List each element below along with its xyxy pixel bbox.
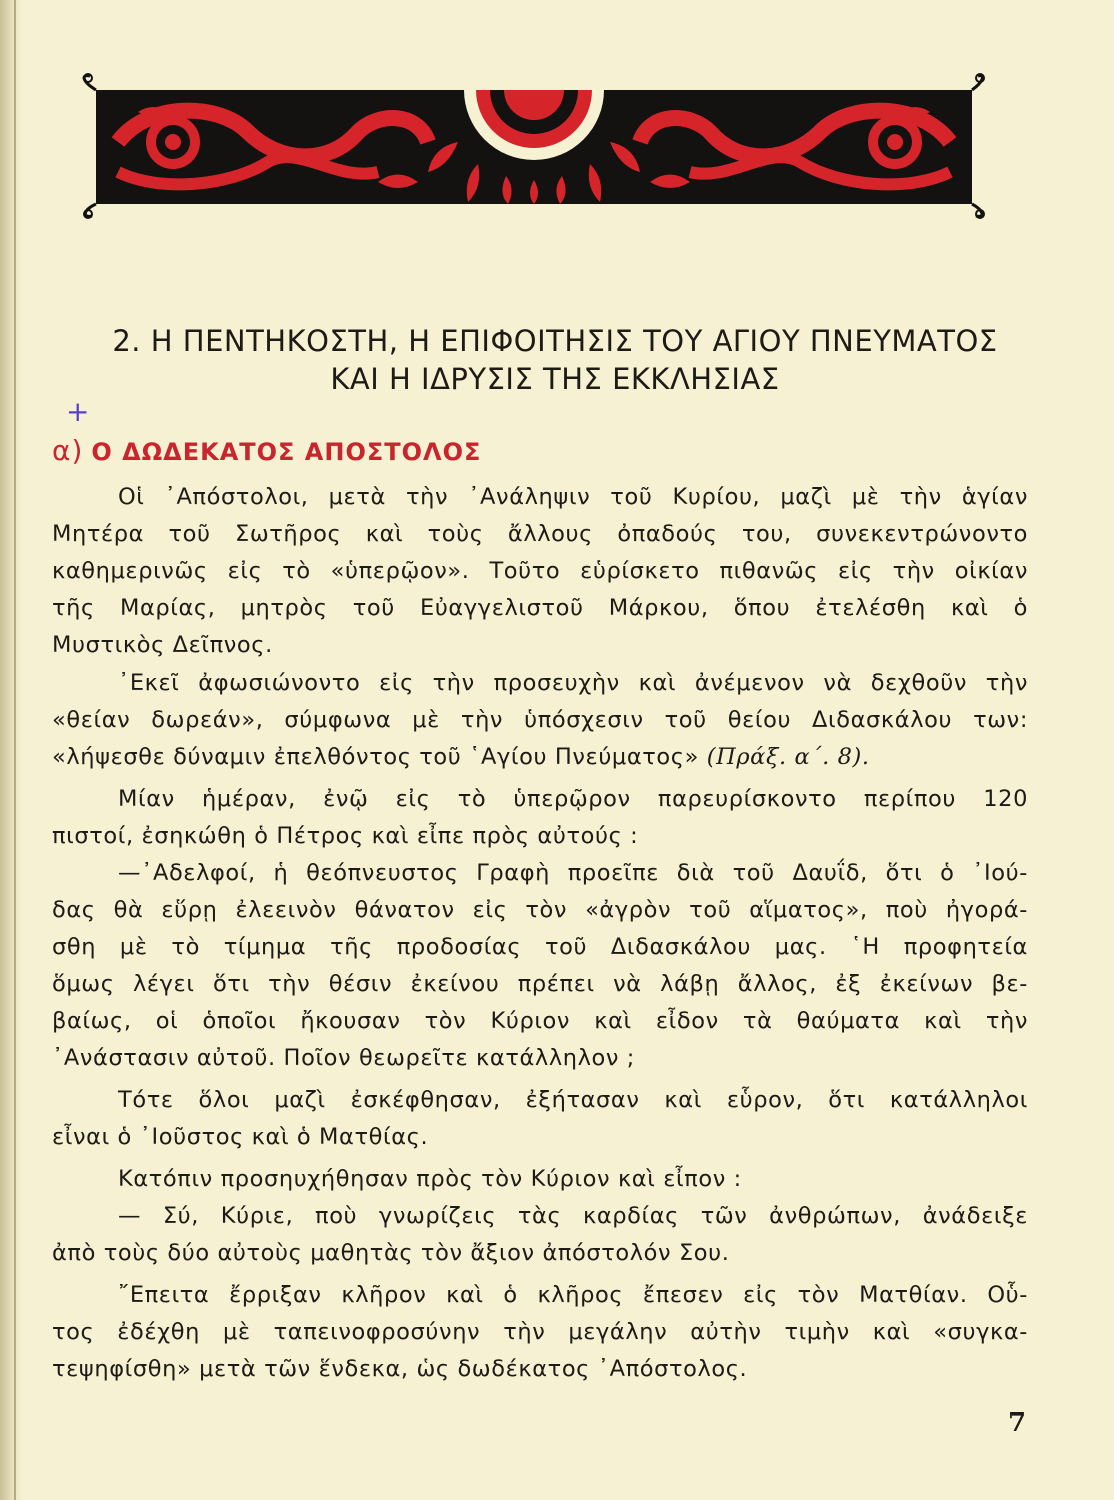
text-line: τῆς Μαρίας, μητρὸς τοῦ Εὐαγγελιστοῦ Μάρκου, ὅπου ἐτελέσθη καὶ ὁ [52,595,1028,621]
text-line: Οἱ ᾿Απόστολοι, μετὰ τὴν ᾿Ανάληψιν τοῦ Κυρίου, μαζὶ μὲ τὴν ἁγίαν [118,484,1028,510]
text-line: πιστοί, ἐσηκώθη ὁ Πέτρος καὶ εἶπε πρὸς αὐτούς : [52,823,639,849]
chapter-heading-line-2: ΚΑΙ Η ΙΔΡΥΣΙΣ ΤΗΣ ΕΚΚΛΗΣΙΑΣ [330,362,780,396]
text-line: ἀπὸ τοὺς δύο αὐτοὺς μαθητὰς τὸν ἄξιον ἀπόστολόν Σου. [52,1240,730,1266]
text-line: — Σύ, Κύριε, ποὺ γνωρίζεις τὰς καρδίας τῶν ἀνθρώπων, ἀνάδειξε [118,1203,1028,1229]
section-title [52,434,481,467]
page-number: 7 [1008,1408,1027,1438]
text-line: Μητέρα τοῦ Σωτῆρος καὶ τοὺς ἄλλους ὀπαδούς του, συνεκεντρώνοντο [52,521,1028,547]
chapter-heading-line-1: 2. Η ΠΕΝΤΗΚΟΣΤΗ, Η ΕΠΙΦΟΙΤΗΣΙΣ ΤΟΥ ΑΓΙΟΥ ΠΝΕΥΜΑΤΟΣ [112,324,998,358]
text-line: —᾿Αδελφοί, ἡ θεόπνευστος Γραφὴ προεῖπε διὰ τοῦ Δαυΐδ, ὅτι ὁ ᾿Ιού- [118,860,1028,886]
text-line: Μίαν ἡμέραν, ἐνῷ εἰς τὸ ὑπερῷρον παρευρίσκοντο περίπου 120 [118,786,1028,812]
text-line: τος ἐδέχθη μὲ ταπεινοφροσύνην τὴν μεγάλην αὐτὴν τιμὴν καὶ «συγκα- [52,1319,1028,1345]
ornamental-header-banner [78,72,990,222]
text-line: βαίως, οἱ ὁποῖοι ἤκουσαν τὸν Κύριον καὶ εἶδον τὰ θαύματα καὶ τὴν [52,1008,1028,1034]
section-label: α) [52,434,84,467]
scripture-reference: (Πράξ. α΄. 8). [706,744,870,770]
text-line: ᾿Εκεῖ ἀφωσιώνοντο εἰς τὴν προσευχὴν καὶ ἀνέμενον νὰ δεχθοῦν τὴν [118,670,1028,696]
text-line: «θείαν δωρεάν», σύμφωνα μὲ τὴν ὑπόσχεσιν τοῦ θείου Διδασκάλου των: [52,707,1028,733]
text-line: εἶναι ὁ ᾿Ιοῦστος καὶ ὁ Ματθίας. [52,1124,429,1150]
text-line: Τότε ὅλοι μαζὶ ἐσκέφθησαν, ἐξήτασαν καὶ εὗρον, ὅτι κατάλληλοι [118,1087,1028,1113]
quote-text: «λήψεσθε δύναμιν ἐπελθόντος τοῦ ῾Αγίου Πνεύματος» [52,744,699,770]
text-line [52,740,1028,774]
page-edge [0,0,22,1500]
text-line: καθημερινῶς εἰς τὸ «ὑπερῷον». Τοῦτο εὑρίσκετο πιθανῶς εἰς τὴν οἰκίαν [52,558,1028,584]
handwritten-cross-mark: + [66,395,90,428]
text-line: δας θὰ εὕρῃ ἐλεεινὸν θάνατον εἰς τὸν «ἀγρὸν τοῦ αἵματος», ποὺ ἠγορά- [52,897,1028,923]
page-fold [14,0,16,1500]
text-line: Κατόπιν προσηυχήθησαν πρὸς τὸν Κύριον καὶ εἶπον : [118,1166,742,1192]
section-title-text: Ο ΔΩΔΕΚΑΤΟΣ ΑΠΟΣΤΟΛΟΣ [91,438,482,466]
text-line: ᾿Ανάστασιν αὐτοῦ. Ποῖον θεωρεῖτε κατάλληλον ; [52,1045,635,1071]
text-line: ὅμως λέγει ὅτι τὴν θέσιν ἐκείνου πρέπει νὰ λάβῃ ἄλλος, ἐξ ἐκείνων βε- [52,971,1028,997]
text-line: σθη μὲ τὸ τίμημα τῆς προδοσίας τοῦ Διδασκάλου μας. ῾Η προφητεία [52,934,1028,960]
text-line: ῎Επειτα ἔρριξαν κλῆρον καὶ ὁ κλῆρος ἔπεσεν εἰς τὸν Ματθίαν. Οὗ- [118,1282,1028,1308]
text-line: τεψηφίσθη» μετὰ τῶν ἕνδεκα, ὡς δωδέκατος ᾿Απόστολος. [52,1356,748,1382]
text-line: Μυστικὸς Δεῖπνος. [52,632,273,658]
